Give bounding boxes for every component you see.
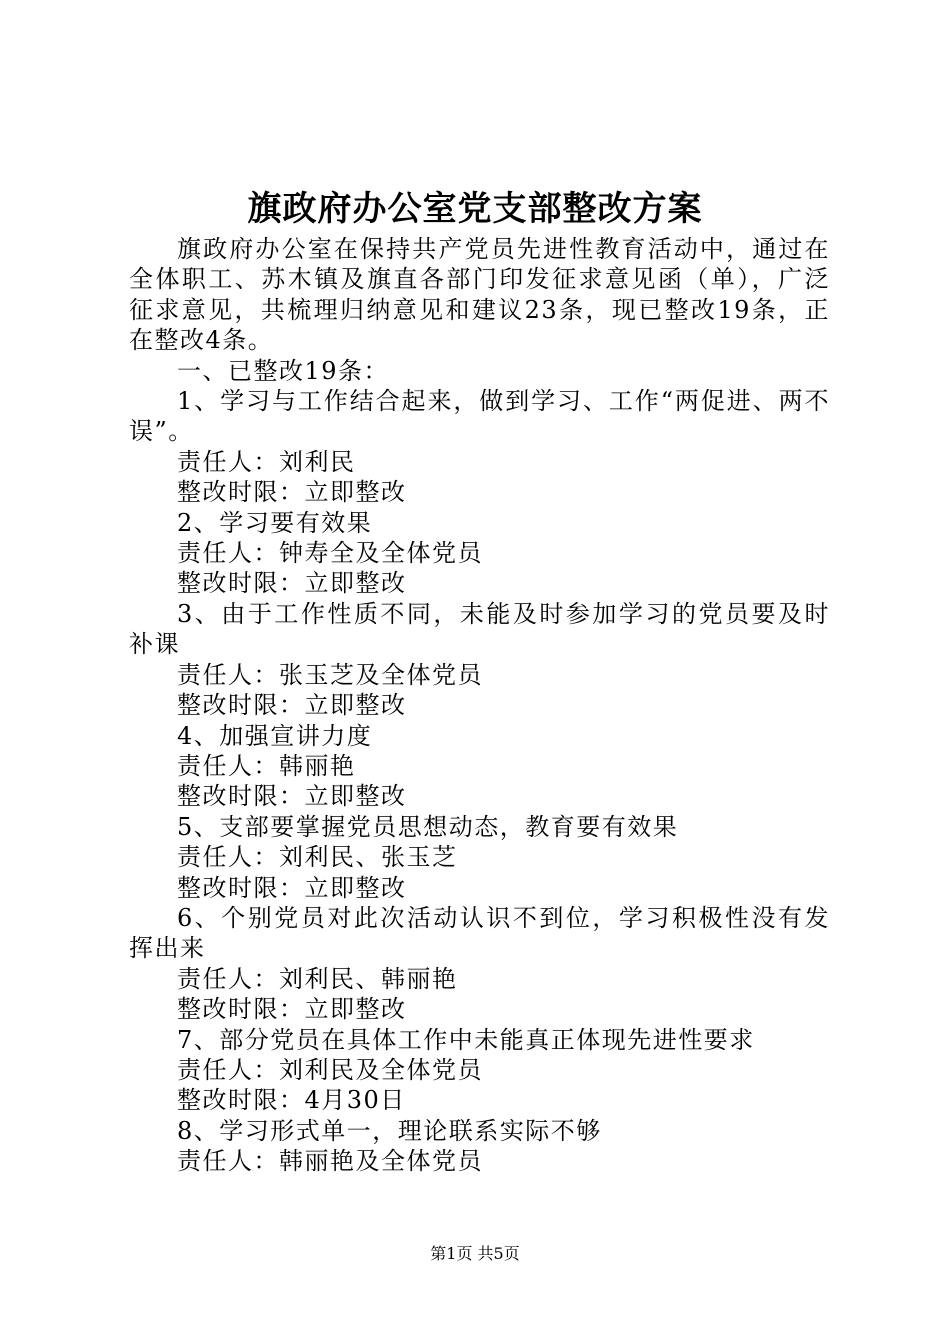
item-1-deadline: 整改时限：立即整改 <box>177 478 407 507</box>
document-title: 旗政府办公室党支部整改方案 <box>247 189 703 229</box>
item-7-owner: 责任人：刘利民及全体党员 <box>177 1055 483 1084</box>
item-2-owner: 责任人：钟寿全及全体党员 <box>177 539 483 568</box>
item-3: 3、由于工作性质不同，未能及时参加学习的党员要及时补课 <box>129 599 830 659</box>
intro-paragraph: 旗政府办公室在保持共产党员先进性教育活动中，通过在全体职工、苏木镇及旗直各部门印发征求意见函（单），广泛征求意见，共梳理归纳意见和建议23条，现已整改19条，正在整改4条。 <box>129 235 830 355</box>
item-8: 8、学习形式单一，理论联系实际不够 <box>177 1116 602 1145</box>
item-2: 2、学习要有效果 <box>177 508 373 537</box>
document-body <box>129 234 830 1177</box>
item-4-owner: 责任人：韩丽艳 <box>177 751 356 780</box>
section-heading: 一、已整改19条： <box>177 356 390 385</box>
item-2-deadline: 整改时限：立即整改 <box>177 569 407 598</box>
item-4-deadline: 整改时限：立即整改 <box>177 782 407 811</box>
item-8-owner: 责任人：韩丽艳及全体党员 <box>177 1147 483 1176</box>
item-6: 6、个别党员对此次活动认识不到位，学习积极性没有发挥出来 <box>129 903 830 963</box>
item-3-deadline: 整改时限：立即整改 <box>177 691 407 720</box>
item-7: 7、部分党员在具体工作中未能真正体现先进性要求 <box>177 1025 755 1054</box>
item-7-deadline: 整改时限：4月30日 <box>177 1086 406 1115</box>
item-3-owner: 责任人：张玉芝及全体党员 <box>177 660 483 689</box>
item-5: 5、支部要掌握党员思想动态，教育要有效果 <box>177 812 679 841</box>
item-6-owner: 责任人：刘利民、韩丽艳 <box>177 964 458 993</box>
item-4: 4、加强宣讲力度 <box>177 721 373 750</box>
item-1-owner: 责任人：刘利民 <box>177 447 356 476</box>
item-1: 1、学习与工作结合起来，做到学习、工作“两促进、两不误”。 <box>129 387 830 446</box>
item-6-deadline: 整改时限：立即整改 <box>177 995 407 1024</box>
item-5-owner: 责任人：刘利民、张玉芝 <box>177 843 458 872</box>
page-footer: 第1页 共5页 <box>430 1244 520 1263</box>
item-5-deadline: 整改时限：立即整改 <box>177 873 407 902</box>
